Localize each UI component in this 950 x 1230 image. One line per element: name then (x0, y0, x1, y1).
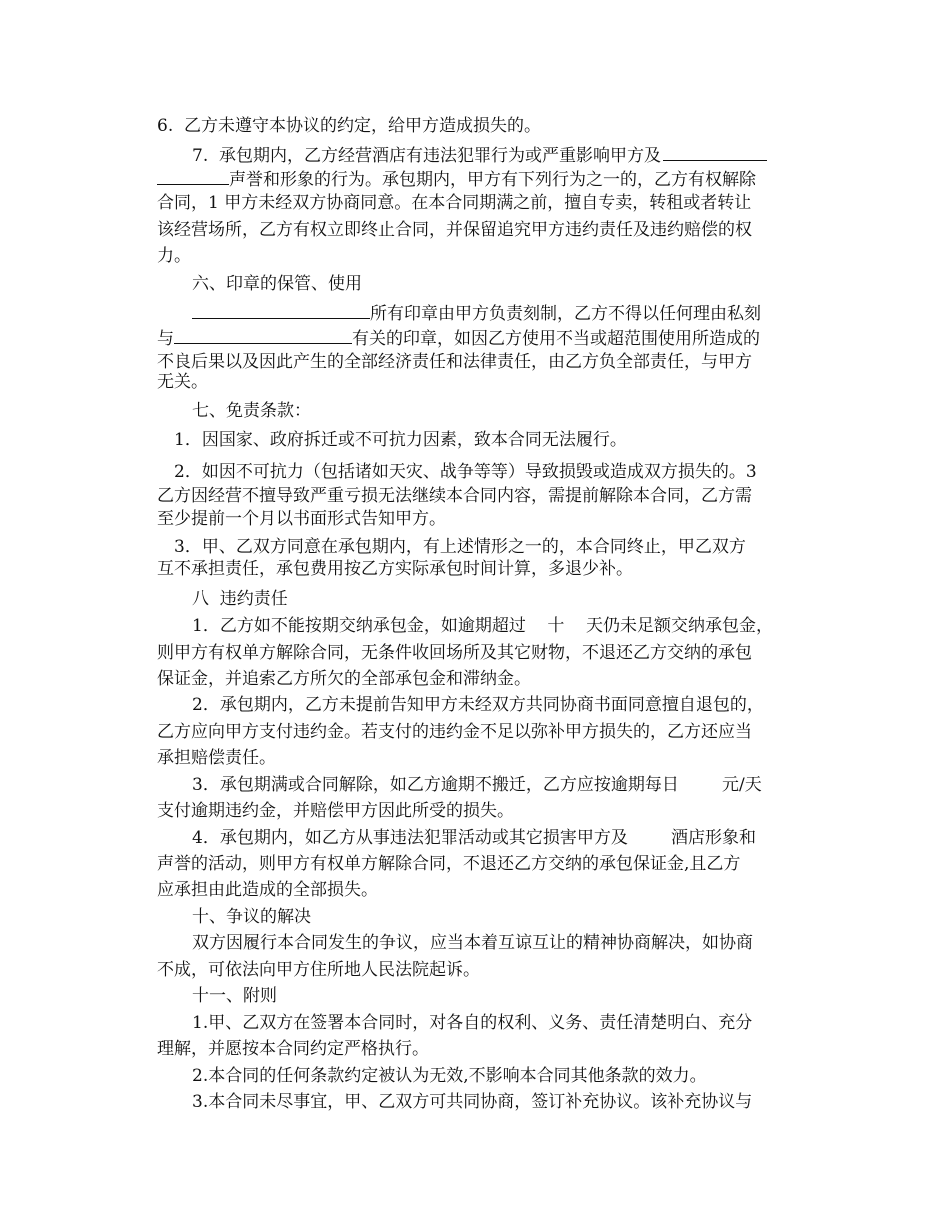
text-span: 与 (157, 329, 174, 349)
text-line: 1.甲、乙双方在签署本合同时，对各自的权利、义务、责任清楚明白、充分 (192, 1013, 753, 1033)
text-line: 3．甲、乙双方同意在承包期内，有上述情形之一的，本合同终止，甲乙双方 (174, 537, 746, 557)
section-heading: 八 违约责任 (192, 589, 288, 609)
text-line: 至少提前一个月以书面形式告知甲方。 (157, 509, 446, 529)
text-line: 乙方应向甲方支付违约金。若支付的违约金不足以弥补甲方损失的，乙方还应当 (157, 722, 752, 742)
text-line: 理解，并愿按本合同约定严格执行。 (157, 1039, 429, 1059)
fill-blank (174, 325, 352, 344)
section-heading: 十一、附则 (192, 986, 277, 1006)
text-line: 4．承包期内，如乙方从事违法犯罪活动或其它损害甲方及 酒店形象和 (192, 828, 757, 848)
text-line: 互不承担责任，承包费用按乙方实际承包时间计算，多退少补。 (157, 559, 633, 579)
text-line: 6. 乙方未遵守本协议的约定，给甲方造成损失的。 (157, 116, 542, 136)
text-line: 无关。 (157, 372, 208, 392)
text-line: 3.本合同未尽事宜，甲、乙双方可共同协商，签订补充协议。该补充协议与 (192, 1092, 753, 1112)
text-line: 该经营场所，乙方有权立即终止合同，并保留追究甲方违约责任及违约赔偿的权 (157, 220, 752, 240)
text-line (192, 300, 761, 324)
text-line: 1．因国家、政府拆迁或不可抗力因素，致本合同无法履行。 (174, 430, 627, 450)
text-line: 2．如因不可抗力（包括诸如天灾、战争等等）导致损毁或造成双方损失的。3 (174, 462, 757, 482)
fill-blank (663, 142, 767, 161)
text-line: 合同，1 甲方未经双方协商同意。在本合同期满之前，擅自专卖，转租或者转让 (157, 193, 752, 213)
text-span: 声誉和形象的行为。承包期内，甲方有下列行为之一的，乙方有权解除 (229, 170, 756, 190)
text-line: 2.本合同的任何条款约定被认为无效,不影响本合同其他条款的效力。 (192, 1066, 707, 1086)
text-line: 力。 (157, 246, 191, 266)
text-line: 保证金，并追索乙方所欠的全部承包金和滞纳金。 (157, 669, 531, 689)
fill-blank (192, 300, 370, 319)
text-line: 3．承包期满或合同解除，如乙方逾期不搬迁，乙方应按逾期每日 元/天 (192, 775, 762, 795)
text-line: 则甲方有权单方解除合同，无条件收回场所及其它财物，不退还乙方交纳的承包 (157, 643, 752, 663)
text-line: 乙方因经营不擅导致严重亏损无法继续本合同内容，需提前解除本合同，乙方需 (157, 486, 752, 506)
section-heading: 七、免责条款： (192, 401, 311, 421)
text-line: 承担赔偿责任。 (157, 748, 276, 768)
text-line: 支付逾期违约金，并赔偿甲方因此所受的损失。 (157, 801, 514, 821)
text-line (157, 166, 756, 190)
text-line: 1．乙方如不能按期交纳承包金，如逾期超过 十 天仍未足额交纳承包金， (192, 616, 774, 636)
text-line: 声誉的活动，则甲方有权单方解除合同，不退还乙方交纳的承包保证金,且乙方 (157, 854, 741, 874)
text-line: 不成，可依法向甲方住所地人民法院起诉。 (157, 960, 480, 980)
text-span: 有关的印章，如因乙方使用不当或超范围使用所造成的 (352, 329, 760, 349)
text-line: 应承担由此造成的全部损失。 (157, 880, 378, 900)
fill-blank (157, 166, 229, 185)
text-line: 双方因履行本合同发生的争议，应当本着互谅互让的精神协商解决，如协商 (192, 933, 753, 953)
text-span: 所有印章由甲方负责刻制，乙方不得以任何理由私刻 (370, 304, 761, 324)
section-heading: 六、印章的保管、使用 (192, 274, 362, 294)
section-heading: 十、争议的解决 (192, 907, 311, 927)
text-line: 不良后果以及因此产生的全部经济责任和法律责任，由乙方负全部责任，与甲方 (157, 352, 752, 372)
text-line (192, 142, 767, 166)
text-span: 7. 承包期内，乙方经营酒店有违法犯罪行为或严重影响甲方及 (192, 146, 662, 166)
text-line (157, 325, 760, 349)
text-line: 2．承包期内，乙方未提前告知甲方未经双方共同协商书面同意擅自退包的， (192, 695, 764, 715)
